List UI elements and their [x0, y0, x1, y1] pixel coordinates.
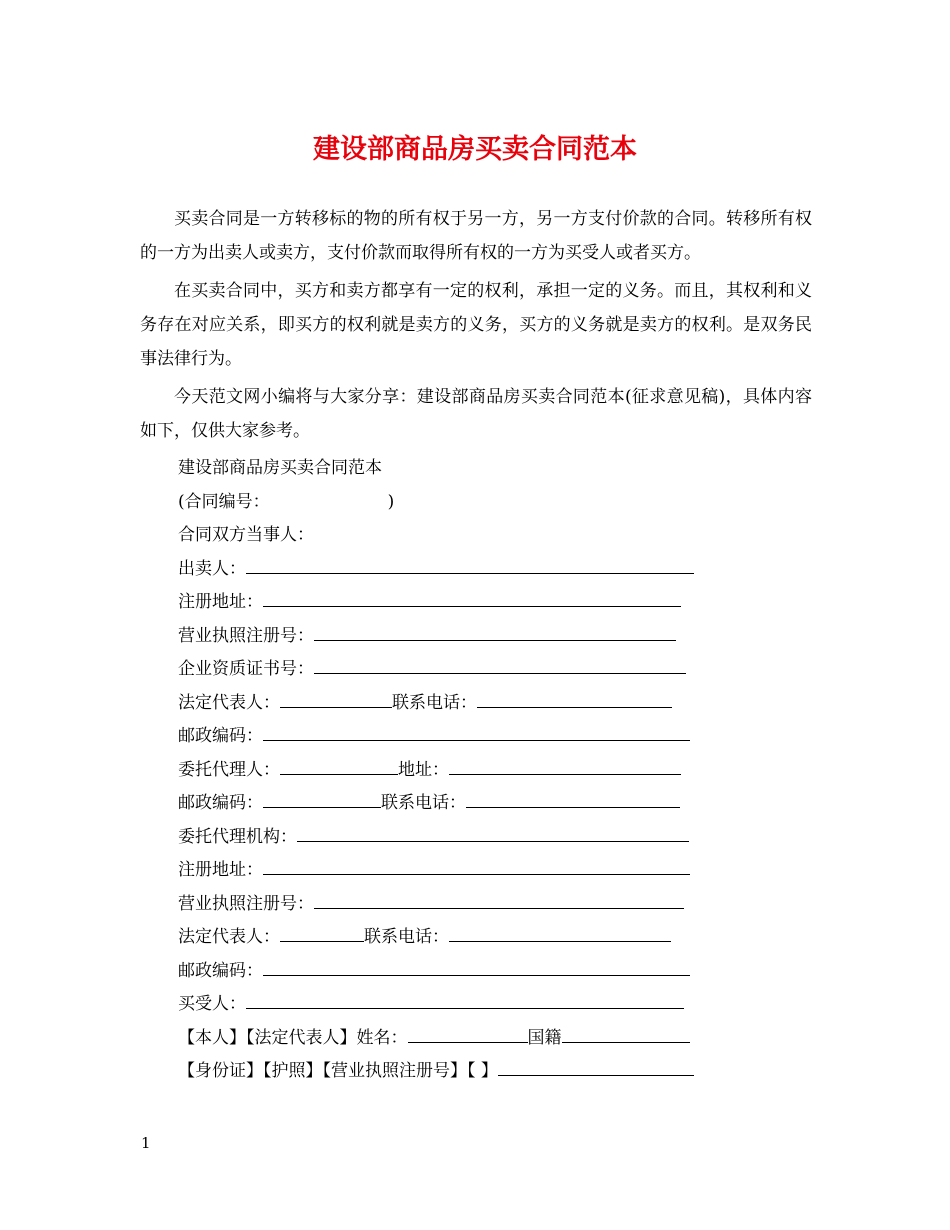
- seller-legal-rep-field[interactable]: [280, 689, 392, 708]
- agency-name-label: 委托代理机构：: [178, 826, 297, 847]
- seller-license-label: 营业执照注册号：: [178, 625, 314, 646]
- intro-paragraph: 今天范文网小编将与大家分享：建设部商品房买卖合同范本(征求意见稿)，具体内容如下，仅供大家参考。: [140, 387, 812, 441]
- parties-heading: 合同双方当事人：: [178, 525, 314, 545]
- seller-phone-label: 联系电话：: [392, 692, 477, 713]
- buyer-id-type-line: [140, 1055, 812, 1089]
- contract-subtitle: 建设部商品房买卖合同范本: [178, 458, 382, 478]
- agent-phone-label: 联系电话：: [381, 793, 466, 813]
- seller-license-line: [140, 620, 812, 654]
- intro-paragraph: 买卖合同是一方转移标的物的所有权于另一方，另一方支付价款的合同。转移所有权的一方为出卖人或卖方，支付价款而取得所有权的一方为买受人或者买方。: [140, 209, 812, 263]
- page-number: 1: [141, 1134, 151, 1152]
- seller-legal-rep-label: 法定代表人：: [178, 692, 280, 713]
- seller-qualification-line: [140, 653, 812, 687]
- agency-phone-label: 联系电话：: [364, 927, 449, 947]
- agent-address-label: 地址：: [398, 759, 449, 780]
- agency-license-line: [140, 888, 812, 922]
- seller-name-label: 出卖人：: [178, 558, 246, 579]
- document-title: 建设部商品房买卖合同范本: [313, 134, 637, 165]
- agency-legal-rep-field[interactable]: [280, 923, 364, 942]
- seller-postcode-line: [140, 720, 812, 754]
- buyer-nationality-label: 国籍: [527, 1027, 562, 1048]
- agent-name-label: 委托代理人：: [178, 759, 280, 780]
- document-body: [140, 202, 812, 1089]
- seller-name-line: [140, 553, 812, 587]
- agency-license-label: 营业执照注册号：: [178, 893, 314, 914]
- contract-number-line: [140, 486, 812, 520]
- intro-paragraph: 在买卖合同中，买方和卖方都享有一定的权利，承担一定的义务。而且，其权利和义务存在对应关系，即买方的权利就是卖方的义务，买方的义务就是卖方的权利。是双务民事法律行为。: [140, 281, 812, 369]
- seller-name-field[interactable]: [246, 555, 694, 574]
- seller-phone-field[interactable]: [477, 689, 672, 708]
- seller-address-field[interactable]: [263, 588, 681, 607]
- seller-address-label: 注册地址：: [178, 592, 263, 612]
- agent-postcode-label: 邮政编码：: [178, 793, 263, 813]
- agent-postcode-line: [140, 787, 812, 821]
- agency-address-field[interactable]: [263, 856, 690, 875]
- buyer-name-field[interactable]: [246, 990, 684, 1009]
- agency-license-field[interactable]: [314, 890, 684, 909]
- contract-form: [140, 452, 812, 1089]
- contract-number-close: ): [387, 491, 395, 512]
- buyer-identity-name-field[interactable]: [408, 1024, 528, 1043]
- agent-phone-field[interactable]: [466, 789, 680, 808]
- agency-postcode-field[interactable]: [263, 957, 690, 976]
- seller-address-line: [140, 586, 812, 620]
- buyer-name-line: [140, 988, 812, 1022]
- buyer-nationality-field[interactable]: [562, 1024, 690, 1043]
- agency-postcode-label: 邮政编码：: [178, 960, 263, 981]
- agent-address-field[interactable]: [449, 756, 681, 775]
- buyer-identity-line: [140, 1022, 812, 1056]
- agent-postcode-field[interactable]: [263, 789, 381, 808]
- agency-legal-rep-line: [140, 921, 812, 955]
- buyer-id-type-label: 【身份证】【护照】【营业执照注册号】【 】: [178, 1061, 498, 1081]
- seller-postcode-field[interactable]: [263, 722, 690, 741]
- agency-legal-rep-label: 法定代表人：: [178, 927, 280, 947]
- agency-address-line: [140, 854, 812, 888]
- agency-phone-field[interactable]: [449, 923, 671, 942]
- agency-name-field[interactable]: [297, 823, 689, 842]
- seller-qualification-label: 企业资质证书号：: [178, 659, 314, 679]
- agency-address-label: 注册地址：: [178, 860, 263, 880]
- agent-name-field[interactable]: [280, 756, 398, 775]
- seller-license-field[interactable]: [314, 622, 676, 641]
- agent-name-line: [140, 754, 812, 788]
- buyer-identity-label: 【本人】【法定代表人】姓名：: [178, 1027, 408, 1048]
- agency-name-line: [140, 821, 812, 855]
- seller-postcode-label: 邮政编码：: [178, 726, 263, 746]
- buyer-name-label: 买受人：: [178, 994, 246, 1014]
- seller-qualification-field[interactable]: [314, 655, 686, 674]
- buyer-id-number-field[interactable]: [498, 1057, 694, 1076]
- agency-postcode-line: [140, 955, 812, 989]
- seller-legal-rep-line: [140, 687, 812, 721]
- contract-number-label: (合同编号：: [178, 491, 270, 512]
